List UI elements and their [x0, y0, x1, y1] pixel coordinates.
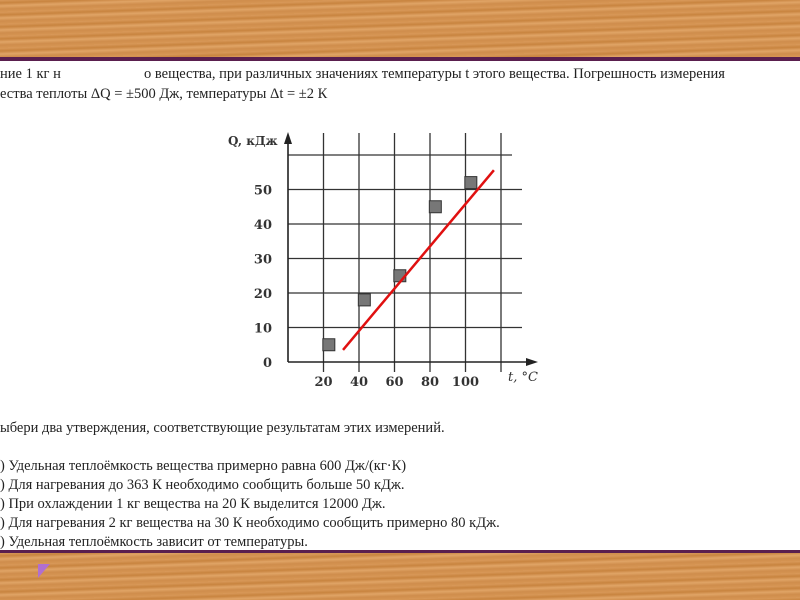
- option-4: ) Для нагревания 2 кг вещества на 30 К необходимо сообщить примерно 80 кДж.: [0, 515, 500, 531]
- x-tick-label: 20: [314, 375, 333, 390]
- x-tick-label: 80: [420, 375, 440, 390]
- option-1: ) Удельная теплоёмкость вещества примерно равна 600 Дж/(кг·К): [0, 458, 407, 474]
- x-tick-label: 60: [385, 375, 404, 390]
- y-axis-arrow-icon: [284, 132, 292, 144]
- question-text: ыбери два утверждения, соответствующие результатам этих измерений.: [0, 420, 445, 436]
- intro-line-1-left: ние 1 кг н: [0, 66, 61, 82]
- y-tick-label: 50: [253, 183, 272, 199]
- y-axis-label: Q, кДж: [228, 134, 278, 148]
- data-point: [358, 294, 370, 306]
- y-tick-label: 30: [253, 252, 272, 268]
- x-axis-arrow-icon: [526, 358, 538, 366]
- option-3: ) При охлаждении 1 кг вещества на 20 К выделится 12000 Дж.: [0, 496, 386, 512]
- y-tick-label: 20: [253, 287, 272, 302]
- y-tick-label: 40: [253, 218, 272, 233]
- fit-line: [343, 170, 494, 350]
- data-point: [429, 201, 441, 213]
- nav-triangle-icon[interactable]: [38, 564, 50, 578]
- x-tick-label: 40: [349, 375, 369, 390]
- y-tick-label: 10: [253, 321, 272, 337]
- option-2: ) Для нагревания до 363 К необходимо сообщить больше 50 кДж.: [0, 477, 405, 493]
- data-point: [465, 177, 477, 189]
- option-5: ) Удельная теплоёмкость зависит от температуры.: [0, 534, 308, 550]
- intro-line-2: ества теплоты ΔQ = ±500 Дж, температуры Δt = ±2 К: [0, 86, 328, 102]
- y-tick-label: 0: [262, 356, 272, 371]
- data-point: [323, 339, 335, 351]
- wood-footer: [0, 553, 800, 600]
- intro-line-1-right: о вещества, при различных значениях температуры t этого вещества. Погрешность измерения: [144, 66, 725, 82]
- x-axis-label: t, °C: [508, 370, 538, 385]
- x-tick-label: 100: [451, 375, 480, 390]
